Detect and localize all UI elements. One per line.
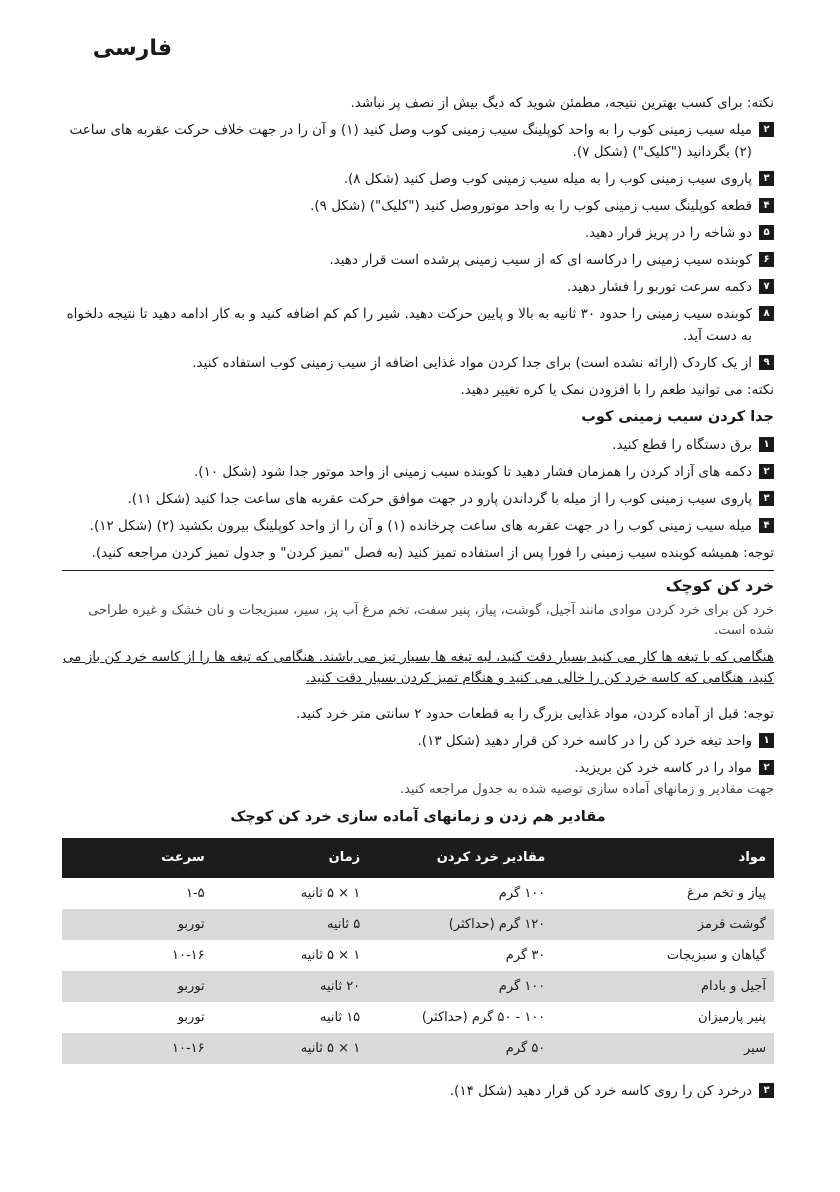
table-title: مقادیر هم زدن و زمانهای آماده سازی خرد کن کوچک: [230, 809, 606, 825]
step-text: پاروی سیب زمینی کوب را از میله با گرداندن پارو در جهت موافق حرکت عقربه های ساعت جدا کنید (شکل ۱۱).: [127, 491, 752, 507]
step-text: قطعه کوپلینگ سیب زمینی کوب را به واحد موتوروصل کنید ("کلیک") (شکل ۹).: [310, 198, 752, 214]
cell-ingredient: پیاز و تخم مرغ: [686, 885, 766, 901]
cell-speed: ۱۰-۱۶: [172, 1040, 205, 1056]
table-row: [62, 940, 774, 971]
intro-note: نکته: برای کسب بهترین نتیجه، مطمئن شوید که دیگ بیش از نصف پر نباشد.: [350, 95, 774, 111]
step-text: دکمه های آزاد کردن را همزمان فشار دهید تا کوبنده سیب زمینی از واحد موتور جدا شود (شکل ۱۰).: [194, 464, 752, 480]
step-number-badge: ۳: [759, 491, 774, 506]
cell-speed: ۱۰-۱۶: [172, 947, 205, 963]
step-item: [62, 488, 774, 510]
cell-ingredient: سیر: [744, 1040, 766, 1056]
step-number-badge: ۶: [759, 252, 774, 267]
step-number-badge: ۹: [759, 355, 774, 370]
step-text: دکمه سرعت توربو را فشار دهید.: [567, 279, 752, 295]
step-item: [62, 195, 774, 217]
cell-ingredient: پنیر پارمیزان: [698, 1009, 766, 1025]
step-item: [62, 276, 774, 298]
step-number-badge: ۵: [759, 225, 774, 240]
table-row: [62, 909, 774, 940]
cell-quantity: ۱۰۰ - ۵۰ گرم (حداکثر): [421, 1009, 546, 1025]
section-divider: [62, 570, 774, 571]
steps-list-detach: [62, 434, 774, 537]
step-text: برق دستگاه را قطع کنید.: [612, 437, 752, 453]
step-number-badge: ۴: [759, 198, 774, 213]
chopper-table: [62, 838, 774, 1064]
chopper-section-title: خرد کن کوچک: [665, 577, 774, 595]
step-number-badge: ۳: [759, 1083, 774, 1098]
step-item: [62, 168, 774, 190]
step-item: [62, 352, 774, 374]
steps-list-masher: [62, 119, 774, 374]
step-text: درخرد کن را روی کاسه خرد کن قرار دهید (شکل ۱۴).: [449, 1083, 752, 1099]
prep-note: توجه: قبل از آماده کردن، مواد غذایی بزرگ را به قطعات حدود ۲ سانتی متر خرد کنید.: [296, 706, 774, 722]
step-number-badge: ۱: [759, 733, 774, 748]
step-item: [62, 119, 774, 163]
step-text: پاروی سیب زمینی کوب را به میله سیب زمینی کوب وصل کنید (شکل ۸).: [343, 171, 752, 187]
cell-speed: توربو: [177, 1009, 205, 1025]
step-item: [62, 222, 774, 244]
step-item: [62, 461, 774, 483]
table-row: [62, 971, 774, 1002]
header-quantity: مقادیر خرد کردن: [436, 850, 546, 865]
taste-note: نکته: می توانید طعم را با افزودن نمک یا کره تغییر دهید.: [460, 382, 774, 398]
cell-quantity: ۵۰ گرم: [505, 1040, 546, 1056]
cell-time: ۱۵ ثانیه: [319, 1009, 361, 1025]
header-time: زمان: [328, 850, 361, 865]
cell-speed: توربو: [177, 978, 205, 994]
steps-list-chopper: [62, 730, 774, 779]
step-text: واحد تیغه خرد کن را در کاسه خرد کن قرار دهید (شکل ۱۳).: [417, 733, 752, 749]
table-body: [62, 878, 774, 1064]
cell-time: ۵ ثانیه: [326, 916, 361, 932]
chopper-warning: هنگامی که با تیغه ها کار می کنید بسیار دقت کنید، لبه تیغه ها بسیار تیز می باشند. هنگامی که تیغه ها را از کاسه خرد کن باز می کنید، هنگامی که کاسه خرد کن را خالی می کنید و هنگام تمیز کردن بسیار دقت کنید.: [62, 649, 774, 686]
step-item: [62, 249, 774, 271]
cell-ingredient: گوشت قرمز: [697, 916, 766, 932]
table-row: [62, 1002, 774, 1033]
step-item: [62, 1080, 774, 1102]
header-speed: سرعت: [161, 850, 205, 865]
step-item: [62, 730, 774, 752]
step-number-badge: ۳: [759, 171, 774, 186]
cell-quantity: ۱۲۰ گرم (حداکثر): [448, 916, 546, 932]
step-number-badge: ۸: [759, 306, 774, 321]
step-number-badge: ۱: [759, 437, 774, 452]
step-number-badge: ۷: [759, 279, 774, 294]
cell-time: ۱ × ۵ ثانیه: [300, 885, 361, 901]
content: [62, 92, 774, 1107]
cell-quantity: ۱۰۰ گرم: [498, 978, 546, 994]
step-text: از یک کاردک (ارائه نشده است) برای جدا کردن مواد غذایی اضافه از سیب زمینی کوب استفاده کنید.: [192, 355, 752, 371]
step-item: [62, 515, 774, 537]
table-header-row: [62, 838, 774, 878]
cell-time: ۲۰ ثانیه: [319, 978, 361, 994]
table-row: [62, 1033, 774, 1064]
cell-quantity: ۱۰۰ گرم: [498, 885, 546, 901]
chopper-description: خرد کن برای خرد کردن موادی مانند آجیل، گوشت، پیاز، پنیر سفت، تخم مرغ آب پز، سیر، سبزیجات و نان خشک و غیره طراحی شده است.: [88, 603, 774, 638]
cell-ingredient: گیاهان و سبزیجات: [666, 947, 766, 963]
steps-list-final: [62, 1080, 774, 1102]
header-ingredient: مواد: [738, 850, 766, 865]
step-text: میله سیب زمینی کوب را در جهت عقربه های ساعت چرخانده (۱) و آن را از واحد کوپلینگ بیرون بکشید (۲) (شکل ۱۲).: [89, 518, 752, 534]
cell-ingredient: آجیل و بادام: [701, 978, 766, 994]
table-row: [62, 878, 774, 909]
table-reference: جهت مقادیر و زمانهای آماده سازی توصیه شده به جدول مراجعه کنید.: [400, 782, 774, 797]
step-item: [62, 757, 774, 779]
cell-quantity: ۳۰ گرم: [505, 947, 546, 963]
step-item: [62, 434, 774, 456]
step-number-badge: ۴: [759, 518, 774, 533]
step-text: کوبنده سیب زمینی را درکاسه ای که از سیب زمینی پرشده است قرار دهید.: [329, 252, 752, 268]
step-number-badge: ۲: [759, 760, 774, 775]
cell-time: ۱ × ۵ ثانیه: [300, 947, 361, 963]
step-text: دو شاخه را در پریز قرار دهید.: [584, 225, 752, 241]
cleaning-caution: توجه: همیشه کوبنده سیب زمینی را فورا پس از استفاده تمیز کنید (به فصل "تمیز کردن" و جدول تمیز کردن مراجعه کنید).: [91, 545, 774, 561]
step-text: کوبنده سیب زمینی را حدود ۳۰ ثانیه به بالا و پایین حرکت دهید. شیر را کم کم اضافه کنید و به کار ادامه دهید تا نتیجه دلخواه به دست آید.: [66, 306, 752, 344]
cell-speed: توربو: [177, 916, 205, 932]
step-number-badge: ۲: [759, 122, 774, 137]
step-number-badge: ۲: [759, 464, 774, 479]
step-item: [62, 303, 774, 347]
language-title: فارسی: [92, 36, 172, 61]
step-text: میله سیب زمینی کوب را به واحد کوپلینگ سیب زمینی کوب وصل کنید (۱) و آن را در جهت خلاف حرکت عقربه های ساعت (۲) بگردانید ("کلیک") (شکل ۷).: [69, 122, 752, 160]
cell-time: ۱ × ۵ ثانیه: [300, 1040, 361, 1056]
cell-speed: ۱-۵: [186, 885, 205, 901]
step-text: مواد را در کاسه خرد کن بریزید.: [574, 760, 752, 776]
detach-heading: جدا کردن سیب زمینی کوب: [581, 409, 774, 425]
